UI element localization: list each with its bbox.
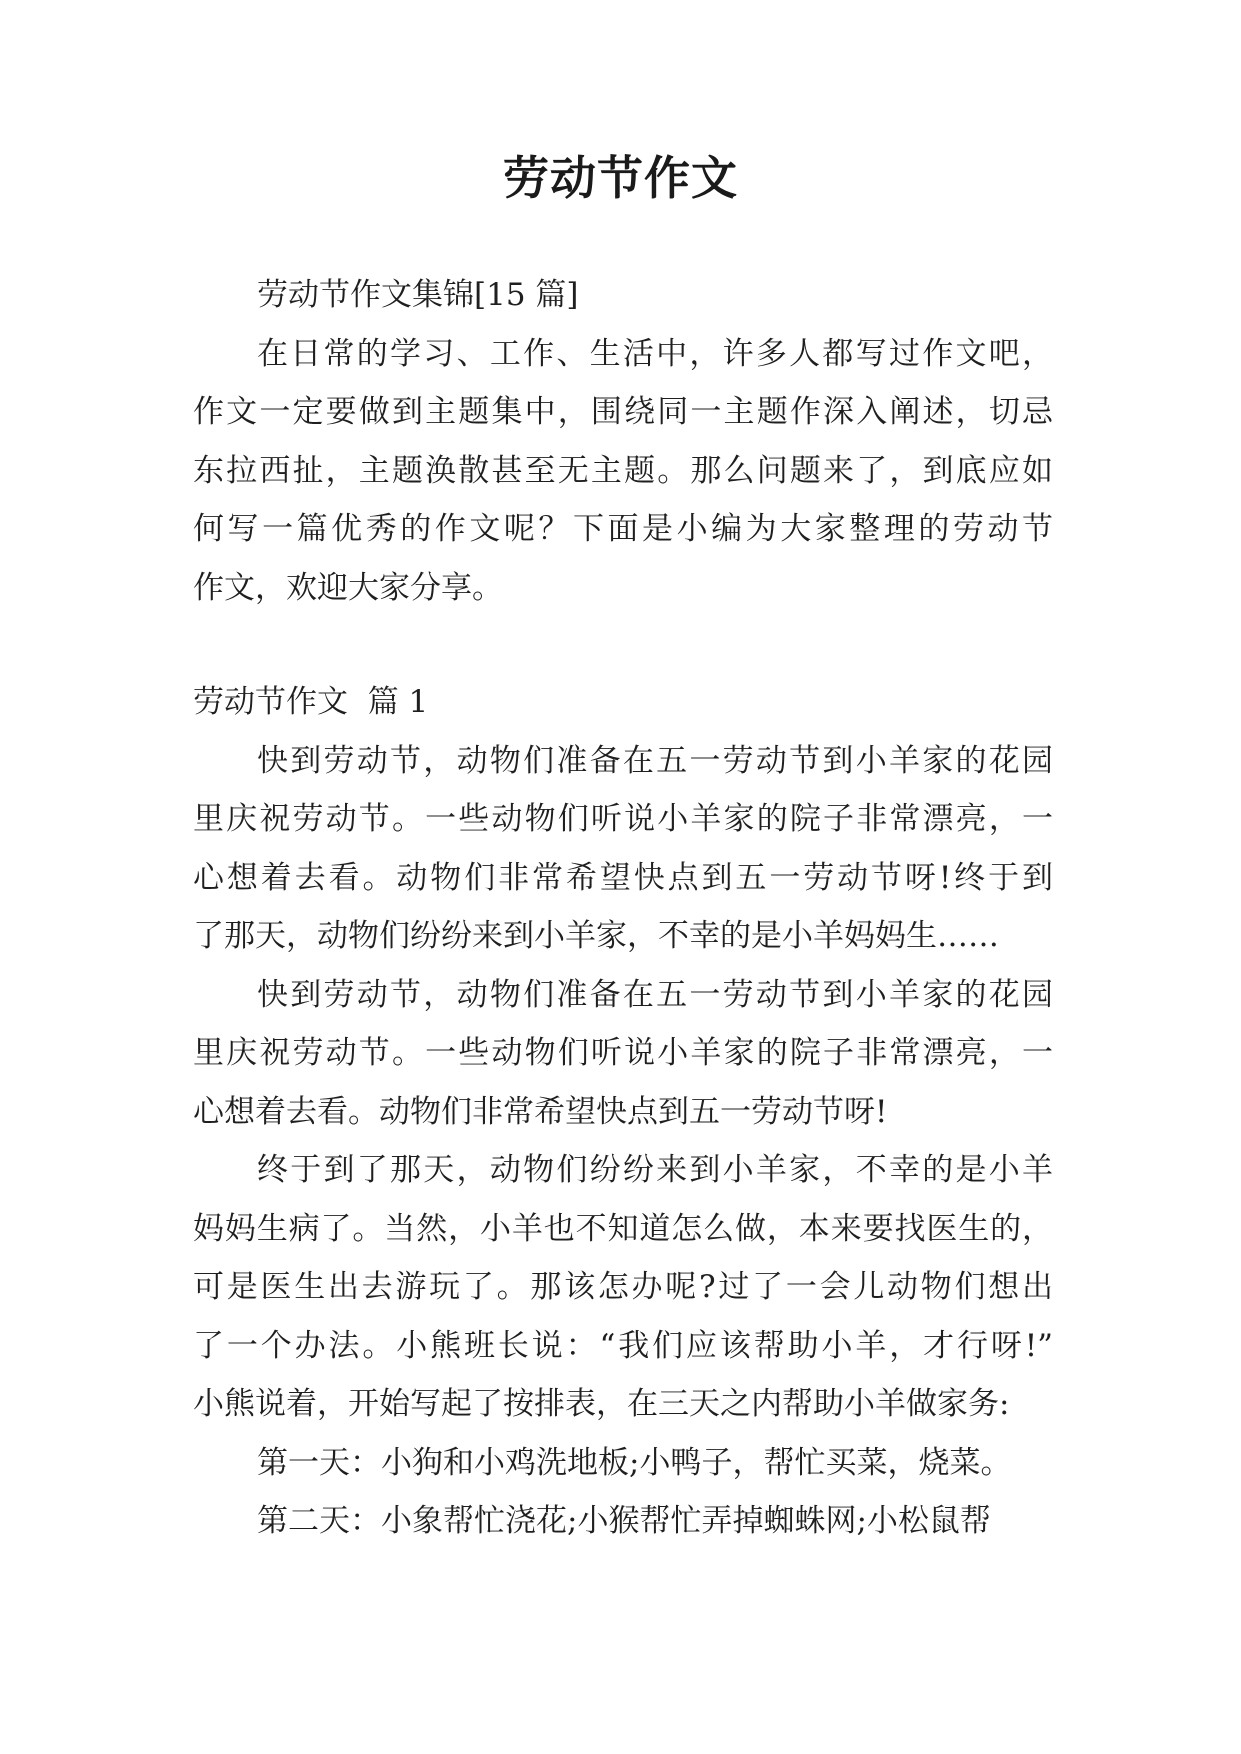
intro-block [193,266,1053,1551]
paragraph-line: 妈妈生病了。当然，小羊也不知道怎么做，本来要找医生的， [193,1210,1053,1247]
paragraph-line: 里庆祝劳动节。一些动物们听说小羊家的院子非常漂亮，一 [193,801,1053,837]
paragraph-line: 心想着去看。动物们非常希望快点到五一劳动节呀!终于到 [193,859,1053,896]
paragraph-line: 第一天：小狗和小鸡洗地板;小鸭子，帮忙买菜，烧菜。 [257,1444,1012,1481]
paragraph-line: 第二天：小象帮忙浇花;小猴帮忙弄掉蜘蛛网;小松鼠帮 [257,1503,991,1539]
paragraph-line: 可是医生出去游玩了。那该怎办呢?过了一会儿动物们想出 [193,1269,1053,1305]
paragraph-line: 快到劳动节，动物们准备在五一劳动节到小羊家的花园 [257,976,1053,1013]
paragraph-line: 小熊说着，开始写起了按排表，在三天之内帮助小羊做家务: [193,1386,1010,1422]
section-heading: 劳动节作文 篇 1 [193,684,429,720]
intro-line: 东拉西扯，主题涣散甚至无主题。那么问题来了，到底应如 [193,452,1053,489]
paragraph-line: 里庆祝劳动节。一些动物们听说小羊家的院子非常漂亮，一 [193,1035,1053,1071]
intro-line: 何写一篇优秀的作文呢？下面是小编为大家整理的劳动节 [193,511,1053,547]
paragraph-line: 快到劳动节，动物们准备在五一劳动节到小羊家的花园 [257,742,1053,779]
subtitle: 劳动节作文集锦[15 篇] [257,277,579,313]
intro-line: 作文，欢迎大家分享。 [193,569,503,606]
intro-line: 作文一定要做到主题集中，围绕同一主题作深入阐述，切忌 [193,394,1053,430]
section-gap [193,617,1053,673]
paragraph-line: 心想着去看。动物们非常希望快点到五一劳动节呀! [193,1093,888,1130]
paragraph-line: 了一个办法。小熊班长说：“我们应该帮助小羊，才行呀!” [193,1327,1053,1364]
intro-line: 在日常的学习、工作、生活中，许多人都写过作文吧， [257,335,1053,372]
document-title: 劳动节作文 [503,151,738,205]
paragraph-line: 了那天，动物们纷纷来到小羊家，不幸的是小羊妈妈生…… [193,918,999,954]
paragraph-line: 终于到了那天，动物们纷纷来到小羊家，不幸的是小羊 [257,1152,1053,1188]
